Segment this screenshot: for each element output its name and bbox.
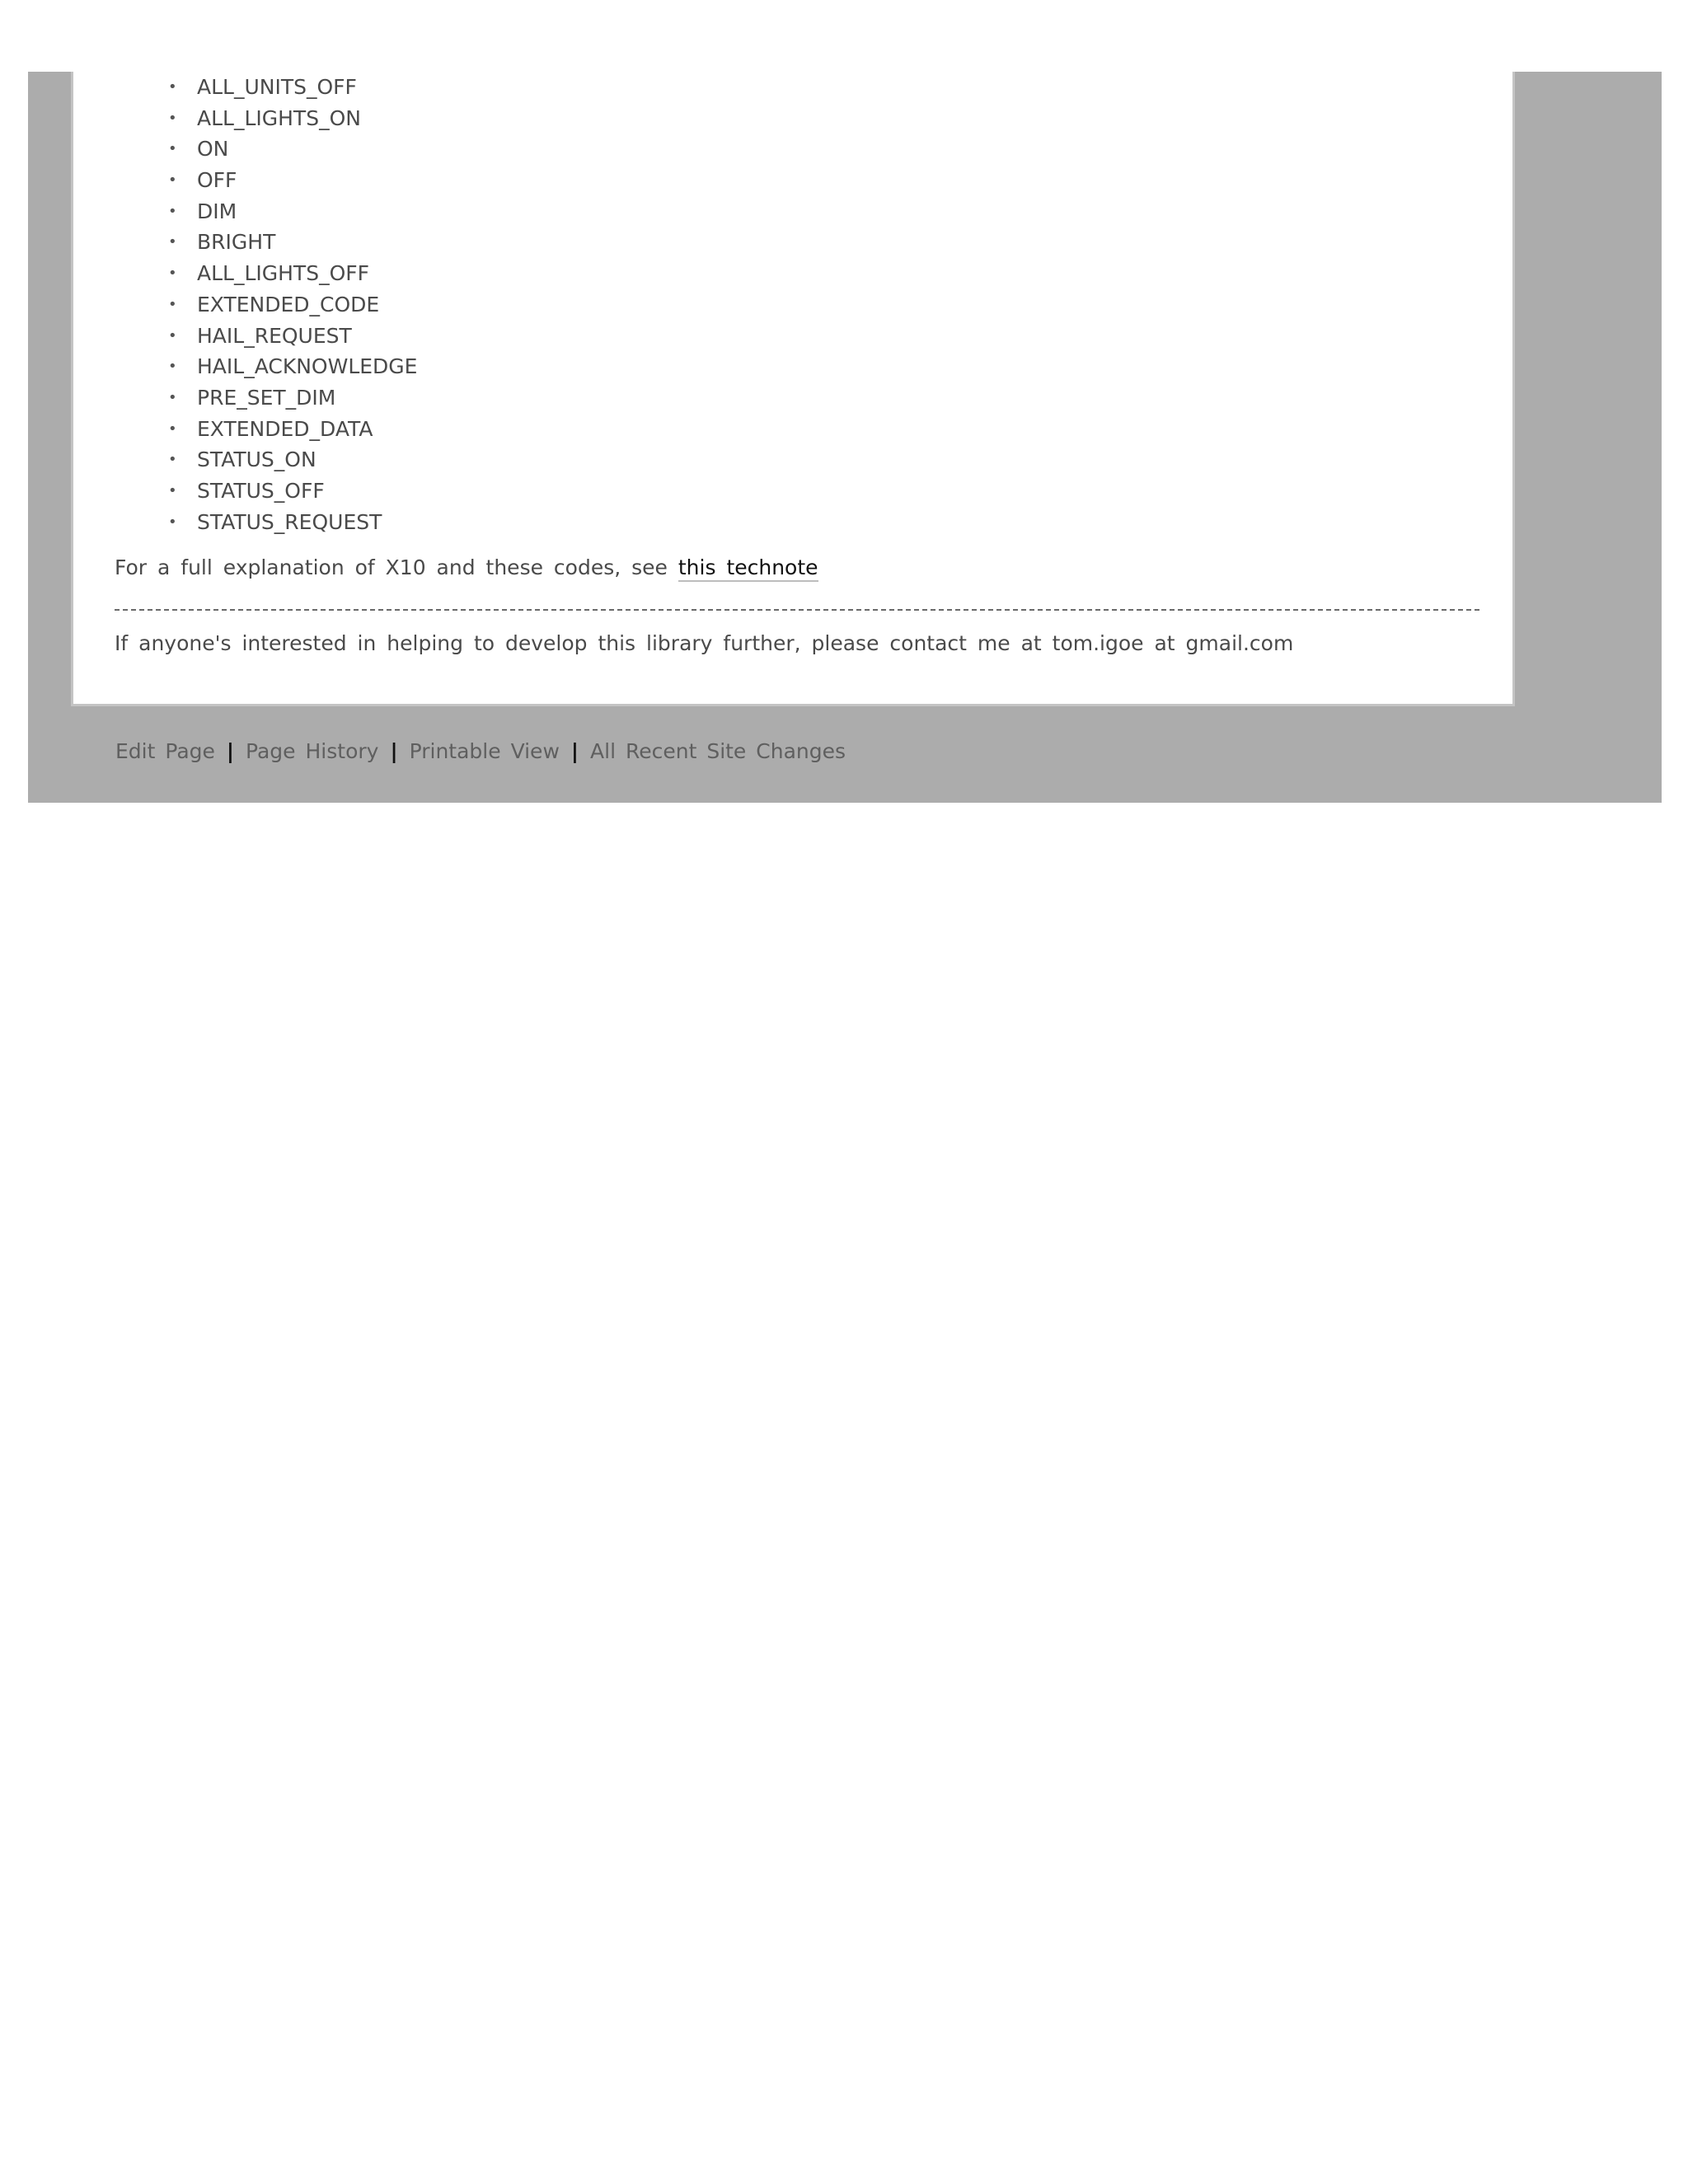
footer-separator: |: [390, 739, 398, 763]
list-item: [115, 444, 417, 476]
command-label: HAIL_REQUEST: [197, 323, 352, 348]
bullet-icon: •: [168, 140, 177, 158]
bullet-icon: •: [168, 109, 177, 127]
bullet-icon: •: [168, 419, 177, 438]
list-item: [115, 289, 417, 321]
command-label: OFF: [197, 168, 237, 193]
list-item: [115, 476, 417, 507]
bullet-icon: •: [168, 78, 177, 96]
explanation-paragraph: [115, 555, 818, 579]
footer-separator: |: [570, 739, 579, 763]
contact-paragraph: If anyone's interested in helping to develop this library further, please contact me at tom.igoe at gmail.com: [115, 631, 1294, 655]
list-item: [115, 258, 417, 289]
bullet-icon: •: [168, 326, 177, 344]
bullet-icon: •: [168, 451, 177, 469]
page-history-link[interactable]: Page History: [246, 739, 379, 763]
printable-view-link[interactable]: Printable View: [409, 739, 560, 763]
list-item: [115, 382, 417, 414]
command-label: DIM: [197, 199, 237, 223]
footer-nav: [115, 739, 846, 763]
command-label: ALL_UNITS_OFF: [197, 75, 357, 99]
command-label: ALL_LIGHTS_ON: [197, 105, 361, 130]
command-label: EXTENDED_CODE: [197, 292, 380, 316]
technote-link[interactable]: this technote: [678, 555, 818, 582]
footer-separator: |: [226, 739, 235, 763]
list-item: [115, 72, 417, 103]
bullet-icon: •: [168, 295, 177, 313]
list-item: [115, 414, 417, 445]
bullet-icon: •: [168, 388, 177, 406]
list-item: [115, 134, 417, 165]
page-frame: [28, 72, 1662, 803]
list-item: [115, 103, 417, 134]
command-label: ON: [197, 137, 229, 162]
command-list: [115, 72, 417, 537]
horizontal-divider: [115, 609, 1479, 611]
bullet-icon: •: [168, 513, 177, 531]
command-label: STATUS_OFF: [197, 478, 325, 503]
list-item: [115, 351, 417, 382]
bullet-icon: •: [168, 171, 177, 190]
explanation-text: For a full explanation of X10 and these codes, see: [115, 555, 678, 579]
list-item: [115, 507, 417, 538]
command-label: HAIL_ACKNOWLEDGE: [197, 354, 418, 379]
content-panel: [71, 72, 1515, 706]
list-item: [115, 196, 417, 227]
recent-site-changes-link[interactable]: All Recent Site Changes: [590, 739, 846, 763]
command-label: ALL_LIGHTS_OFF: [197, 261, 370, 286]
list-item: [115, 321, 417, 352]
bullet-icon: •: [168, 358, 177, 376]
command-label: STATUS_REQUEST: [197, 509, 382, 534]
bullet-icon: •: [168, 233, 177, 251]
list-item: [115, 165, 417, 196]
command-label: STATUS_ON: [197, 448, 316, 472]
list-item: [115, 227, 417, 258]
edit-page-link[interactable]: Edit Page: [115, 739, 215, 763]
bullet-icon: •: [168, 202, 177, 220]
bullet-icon: •: [168, 265, 177, 283]
command-label: PRE_SET_DIM: [197, 385, 336, 410]
bullet-icon: •: [168, 481, 177, 499]
command-label: EXTENDED_DATA: [197, 416, 373, 441]
command-label: BRIGHT: [197, 230, 276, 255]
